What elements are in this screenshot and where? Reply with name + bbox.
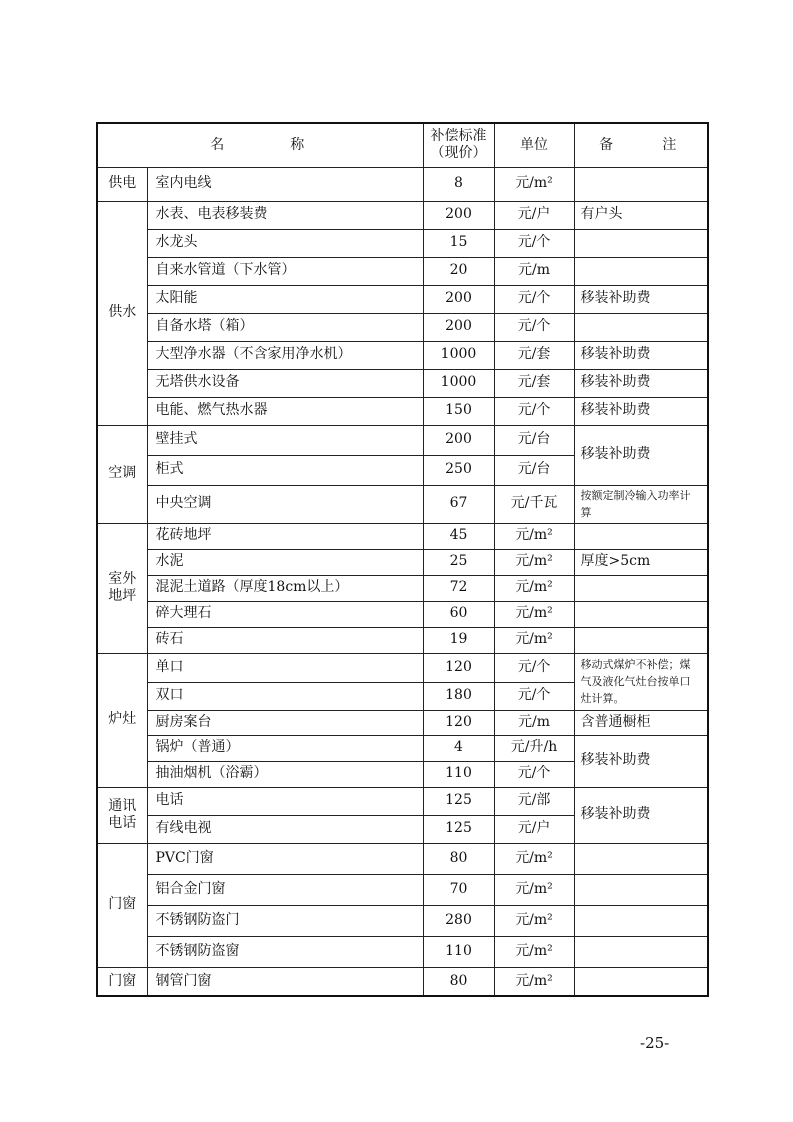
item-value: 120 bbox=[423, 653, 494, 682]
item-note bbox=[574, 167, 708, 201]
item-name: 电话 bbox=[147, 787, 423, 815]
item-value: 4 bbox=[423, 735, 494, 761]
item-value: 70 bbox=[423, 874, 494, 905]
table-row bbox=[97, 257, 708, 285]
item-note bbox=[574, 257, 708, 285]
category-cell: 门窗 bbox=[97, 967, 147, 996]
table-row bbox=[97, 397, 708, 425]
header-note: 备 注 bbox=[574, 123, 708, 167]
item-name: 钢管门窗 bbox=[147, 967, 423, 996]
table-row bbox=[97, 313, 708, 341]
item-note bbox=[574, 601, 708, 627]
item-note: 含普通橱柜 bbox=[574, 710, 708, 735]
item-name: 水表、电表移装费 bbox=[147, 201, 423, 229]
header-unit: 单位 bbox=[494, 123, 574, 167]
category-cell: 供电 bbox=[97, 167, 147, 201]
item-value: 60 bbox=[423, 601, 494, 627]
item-note bbox=[574, 627, 708, 653]
item-note: 厚度>5cm bbox=[574, 549, 708, 575]
table-row bbox=[97, 369, 708, 397]
table-row bbox=[97, 341, 708, 369]
item-note: 移动式煤炉不补偿；煤气及液化气灶台按单口灶计算。 bbox=[574, 653, 708, 710]
item-name: 单口 bbox=[147, 653, 423, 682]
item-note: 移装补助费 bbox=[574, 397, 708, 425]
item-value: 120 bbox=[423, 710, 494, 735]
item-value: 8 bbox=[423, 167, 494, 201]
item-unit: 元/m² bbox=[494, 874, 574, 905]
item-note bbox=[574, 313, 708, 341]
table-row bbox=[97, 627, 708, 653]
item-unit: 元/套 bbox=[494, 341, 574, 369]
item-name: 太阳能 bbox=[147, 285, 423, 313]
item-unit: 元/m bbox=[494, 710, 574, 735]
item-value: 72 bbox=[423, 575, 494, 601]
item-name: 碎大理石 bbox=[147, 601, 423, 627]
item-unit: 元/户 bbox=[494, 201, 574, 229]
item-name: 室内电线 bbox=[147, 167, 423, 201]
table-row bbox=[97, 229, 708, 257]
item-name: 双口 bbox=[147, 682, 423, 710]
item-value: 200 bbox=[423, 313, 494, 341]
item-name: 大型净水器（不含家用净水机） bbox=[147, 341, 423, 369]
table-row bbox=[97, 201, 708, 229]
item-value: 1000 bbox=[423, 369, 494, 397]
item-unit: 元/m² bbox=[494, 905, 574, 936]
item-unit: 元/m² bbox=[494, 549, 574, 575]
item-value: 250 bbox=[423, 455, 494, 485]
item-value: 150 bbox=[423, 397, 494, 425]
table-row bbox=[97, 967, 708, 996]
item-unit: 元/m² bbox=[494, 627, 574, 653]
item-name: 不锈钢防盗窗 bbox=[147, 936, 423, 967]
table-row bbox=[97, 485, 708, 523]
compensation-table bbox=[96, 122, 709, 997]
item-value: 110 bbox=[423, 761, 494, 787]
item-value: 19 bbox=[423, 627, 494, 653]
category-cell: 炉灶 bbox=[97, 653, 147, 787]
item-note: 移装补助费 bbox=[574, 787, 708, 843]
item-name: 混泥土道路（厚度18cm以上） bbox=[147, 575, 423, 601]
item-note: 有户头 bbox=[574, 201, 708, 229]
category-cell: 门窗 bbox=[97, 843, 147, 967]
category-cell: 供水 bbox=[97, 201, 147, 425]
page-number: -25- bbox=[640, 1034, 670, 1052]
table-row bbox=[97, 936, 708, 967]
table-row bbox=[97, 523, 708, 549]
item-unit: 元/m² bbox=[494, 575, 574, 601]
item-unit: 元/m² bbox=[494, 967, 574, 996]
table-row bbox=[97, 787, 708, 815]
item-name: 厨房案台 bbox=[147, 710, 423, 735]
item-note: 按额定制冷输入功率计算 bbox=[574, 485, 708, 523]
header-name: 名 称 bbox=[97, 123, 423, 167]
item-note bbox=[574, 229, 708, 257]
table-row bbox=[97, 167, 708, 201]
item-unit: 元/套 bbox=[494, 369, 574, 397]
item-note bbox=[574, 523, 708, 549]
item-note bbox=[574, 575, 708, 601]
item-value: 80 bbox=[423, 843, 494, 874]
item-name: 电能、燃气热水器 bbox=[147, 397, 423, 425]
item-unit: 元/m² bbox=[494, 601, 574, 627]
item-name: 抽油烟机（浴霸） bbox=[147, 761, 423, 787]
item-name: 砖石 bbox=[147, 627, 423, 653]
item-value: 1000 bbox=[423, 341, 494, 369]
item-name: 锅炉（普通） bbox=[147, 735, 423, 761]
item-unit: 元/个 bbox=[494, 761, 574, 787]
header-standard: 补偿标准（现价） bbox=[423, 123, 494, 167]
table-row bbox=[97, 285, 708, 313]
item-name: 水龙头 bbox=[147, 229, 423, 257]
item-value: 25 bbox=[423, 549, 494, 575]
item-value: 80 bbox=[423, 967, 494, 996]
item-note: 移装补助费 bbox=[574, 425, 708, 485]
item-unit: 元/个 bbox=[494, 397, 574, 425]
item-value: 125 bbox=[423, 815, 494, 843]
item-note bbox=[574, 874, 708, 905]
table-row bbox=[97, 735, 708, 761]
table-row bbox=[97, 575, 708, 601]
item-unit: 元/m² bbox=[494, 936, 574, 967]
category-cell: 通讯电话 bbox=[97, 787, 147, 843]
item-value: 67 bbox=[423, 485, 494, 523]
item-name: 自来水管道（下水管） bbox=[147, 257, 423, 285]
item-value: 125 bbox=[423, 787, 494, 815]
table-row bbox=[97, 905, 708, 936]
table-row bbox=[97, 425, 708, 455]
item-unit: 元/台 bbox=[494, 455, 574, 485]
item-name: 水泥 bbox=[147, 549, 423, 575]
item-name: PVC门窗 bbox=[147, 843, 423, 874]
item-note bbox=[574, 905, 708, 936]
item-unit: 元/户 bbox=[494, 815, 574, 843]
item-note bbox=[574, 843, 708, 874]
item-name: 壁挂式 bbox=[147, 425, 423, 455]
item-unit: 元/个 bbox=[494, 682, 574, 710]
table-row bbox=[97, 710, 708, 735]
item-value: 200 bbox=[423, 425, 494, 455]
item-note bbox=[574, 967, 708, 996]
item-unit: 元/个 bbox=[494, 285, 574, 313]
table-row bbox=[97, 549, 708, 575]
item-note: 移装补助费 bbox=[574, 285, 708, 313]
item-unit: 元/m² bbox=[494, 167, 574, 201]
table-row bbox=[97, 874, 708, 905]
item-unit: 元/升/h bbox=[494, 735, 574, 761]
item-unit: 元/部 bbox=[494, 787, 574, 815]
item-value: 200 bbox=[423, 201, 494, 229]
item-name: 花砖地坪 bbox=[147, 523, 423, 549]
item-name: 不锈钢防盗门 bbox=[147, 905, 423, 936]
item-unit: 元/千瓦 bbox=[494, 485, 574, 523]
item-name: 无塔供水设备 bbox=[147, 369, 423, 397]
item-unit: 元/m² bbox=[494, 523, 574, 549]
item-unit: 元/m bbox=[494, 257, 574, 285]
item-note: 移装补助费 bbox=[574, 341, 708, 369]
item-value: 200 bbox=[423, 285, 494, 313]
table-row bbox=[97, 653, 708, 682]
item-value: 20 bbox=[423, 257, 494, 285]
item-value: 180 bbox=[423, 682, 494, 710]
category-cell: 空调 bbox=[97, 425, 147, 523]
item-name: 中央空调 bbox=[147, 485, 423, 523]
item-name: 柜式 bbox=[147, 455, 423, 485]
table-row bbox=[97, 843, 708, 874]
item-note: 移装补助费 bbox=[574, 735, 708, 787]
item-name: 自备水塔（箱） bbox=[147, 313, 423, 341]
item-value: 45 bbox=[423, 523, 494, 549]
item-unit: 元/m² bbox=[494, 843, 574, 874]
item-unit: 元/台 bbox=[494, 425, 574, 455]
item-value: 15 bbox=[423, 229, 494, 257]
item-unit: 元/个 bbox=[494, 229, 574, 257]
item-unit: 元/个 bbox=[494, 653, 574, 682]
item-note: 移装补助费 bbox=[574, 369, 708, 397]
item-name: 铝合金门窗 bbox=[147, 874, 423, 905]
item-value: 280 bbox=[423, 905, 494, 936]
table-header-row bbox=[97, 123, 708, 167]
table-row bbox=[97, 601, 708, 627]
category-cell: 室外地坪 bbox=[97, 523, 147, 653]
item-value: 110 bbox=[423, 936, 494, 967]
item-unit: 元/个 bbox=[494, 313, 574, 341]
item-note bbox=[574, 936, 708, 967]
item-name: 有线电视 bbox=[147, 815, 423, 843]
